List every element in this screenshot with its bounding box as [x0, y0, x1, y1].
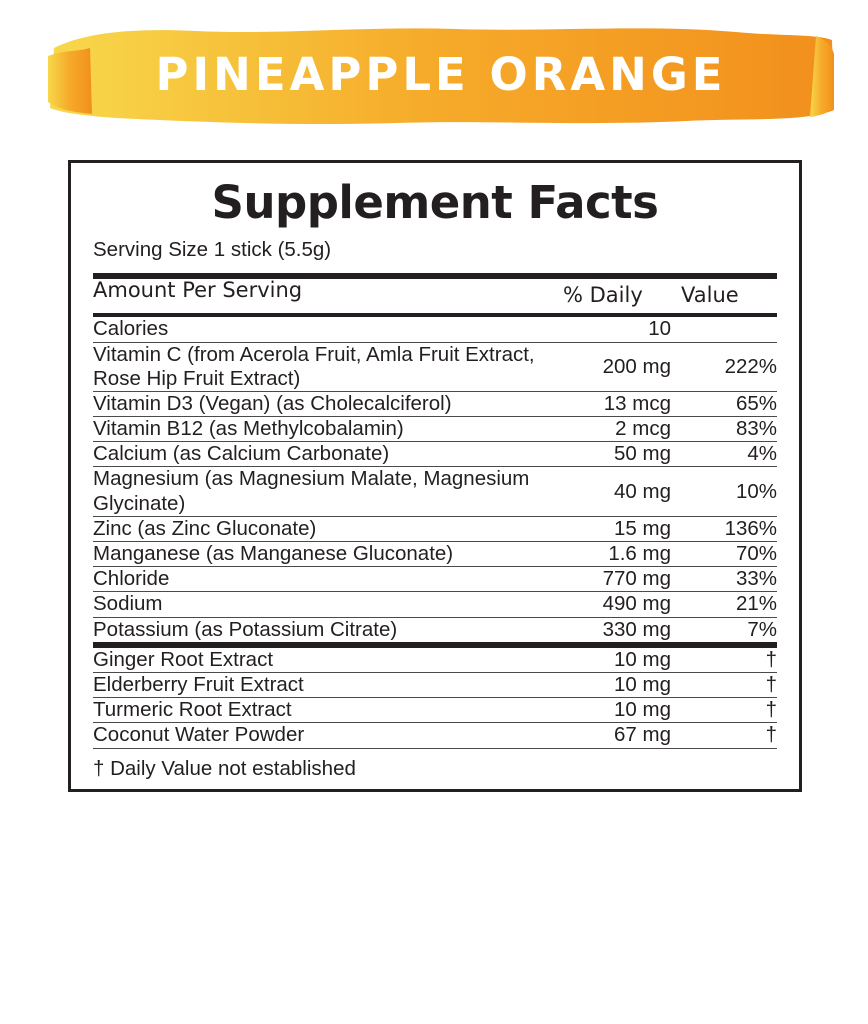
nutrient-dv: †	[681, 723, 777, 748]
nutrient-name: Elderberry Fruit Extract	[93, 672, 563, 697]
nutrient-amount: 770 mg	[563, 567, 681, 592]
nutrient-name: Magnesium (as Magnesium Malate, Magnesium Glycinate)	[93, 467, 563, 516]
supplement-facts-title: Supplement Facts	[211, 176, 659, 229]
table-row	[93, 648, 777, 673]
nutrient-dv	[681, 317, 777, 342]
table-row	[93, 617, 777, 645]
nutrient-amount: 15 mg	[563, 516, 681, 541]
nutrient-amount: 2 mcg	[563, 417, 681, 442]
supplement-facts-panel	[68, 160, 802, 792]
table-row	[93, 698, 777, 723]
nutrient-dv: 222%	[681, 342, 777, 391]
nutrient-amount: 10 mg	[563, 672, 681, 697]
nutrient-name: Vitamin C (from Acerola Fruit, Amla Fruit Extract, Rose Hip Fruit Extract)	[93, 342, 563, 391]
table-row	[93, 542, 777, 567]
nutrient-amount: 490 mg	[563, 592, 681, 617]
nutrient-name: Potassium (as Potassium Citrate)	[93, 617, 563, 645]
nutrient-name: Coconut Water Powder	[93, 723, 563, 748]
nutrient-dv: 10%	[681, 467, 777, 516]
flavor-banner	[46, 22, 836, 128]
table-row	[93, 723, 777, 748]
nutrient-dv: 33%	[681, 567, 777, 592]
flavor-title: PINEAPPLE ORANGE	[155, 48, 727, 101]
nutrient-amount: 67 mg	[563, 723, 681, 748]
nutrient-dv: 65%	[681, 391, 777, 416]
nutrient-dv: 136%	[681, 516, 777, 541]
daily-value-label-line2: Value	[681, 283, 739, 308]
nutrient-name: Vitamin B12 (as Methylcobalamin)	[93, 417, 563, 442]
nutrition-table	[93, 279, 777, 314]
nutrient-name: Chloride	[93, 567, 563, 592]
nutrient-dv: 21%	[681, 592, 777, 617]
nutrient-dv: †	[681, 698, 777, 723]
nutrient-name: Calories	[93, 317, 169, 341]
nutrient-dv: 7%	[681, 617, 777, 645]
nutrient-amount: 40 mg	[563, 467, 681, 516]
nutrient-name: Ginger Root Extract	[93, 647, 274, 671]
nutrient-dv: 83%	[681, 417, 777, 442]
nutrient-dv: †	[681, 672, 777, 697]
nutrient-dv: 70%	[681, 542, 777, 567]
nutrient-dv: 4%	[681, 442, 777, 467]
daily-value-label-line1: % Daily	[563, 283, 643, 308]
amount-per-serving-label: Amount Per Serving	[93, 277, 303, 302]
table-row	[93, 442, 777, 467]
nutrient-name: Calcium (as Calcium Carbonate)	[93, 442, 563, 467]
nutrient-name: Turmeric Root Extract	[93, 698, 563, 723]
nutrient-name: Vitamin D3 (Vegan) (as Cholecalciferol)	[93, 391, 563, 416]
table-header-row	[93, 279, 777, 314]
nutrient-amount: 10 mg	[614, 647, 671, 671]
nutrient-amount: 200 mg	[563, 342, 681, 391]
serving-size: Serving Size 1 stick (5.5g)	[93, 238, 332, 262]
table-row	[93, 516, 777, 541]
nutrient-rows-table	[93, 317, 777, 747]
table-row	[93, 567, 777, 592]
nutrient-amount: 10 mg	[563, 698, 681, 723]
table-row	[93, 592, 777, 617]
nutrient-name: Sodium	[93, 592, 563, 617]
table-row	[93, 417, 777, 442]
table-row	[93, 467, 777, 516]
table-row	[93, 391, 777, 416]
nutrient-amount: 13 mcg	[563, 391, 681, 416]
nutrient-dv: †	[765, 647, 777, 671]
nutrient-name: Manganese (as Manganese Gluconate)	[93, 542, 563, 567]
nutrient-amount: 50 mg	[563, 442, 681, 467]
daily-value-footnote: † Daily Value not established	[93, 748, 777, 782]
nutrient-name: Zinc (as Zinc Gluconate)	[93, 516, 563, 541]
table-row	[93, 672, 777, 697]
table-row	[93, 317, 777, 342]
nutrient-amount: 330 mg	[563, 617, 681, 645]
nutrient-amount: 10	[648, 317, 671, 341]
nutrient-amount: 1.6 mg	[563, 542, 681, 567]
table-row	[93, 342, 777, 391]
